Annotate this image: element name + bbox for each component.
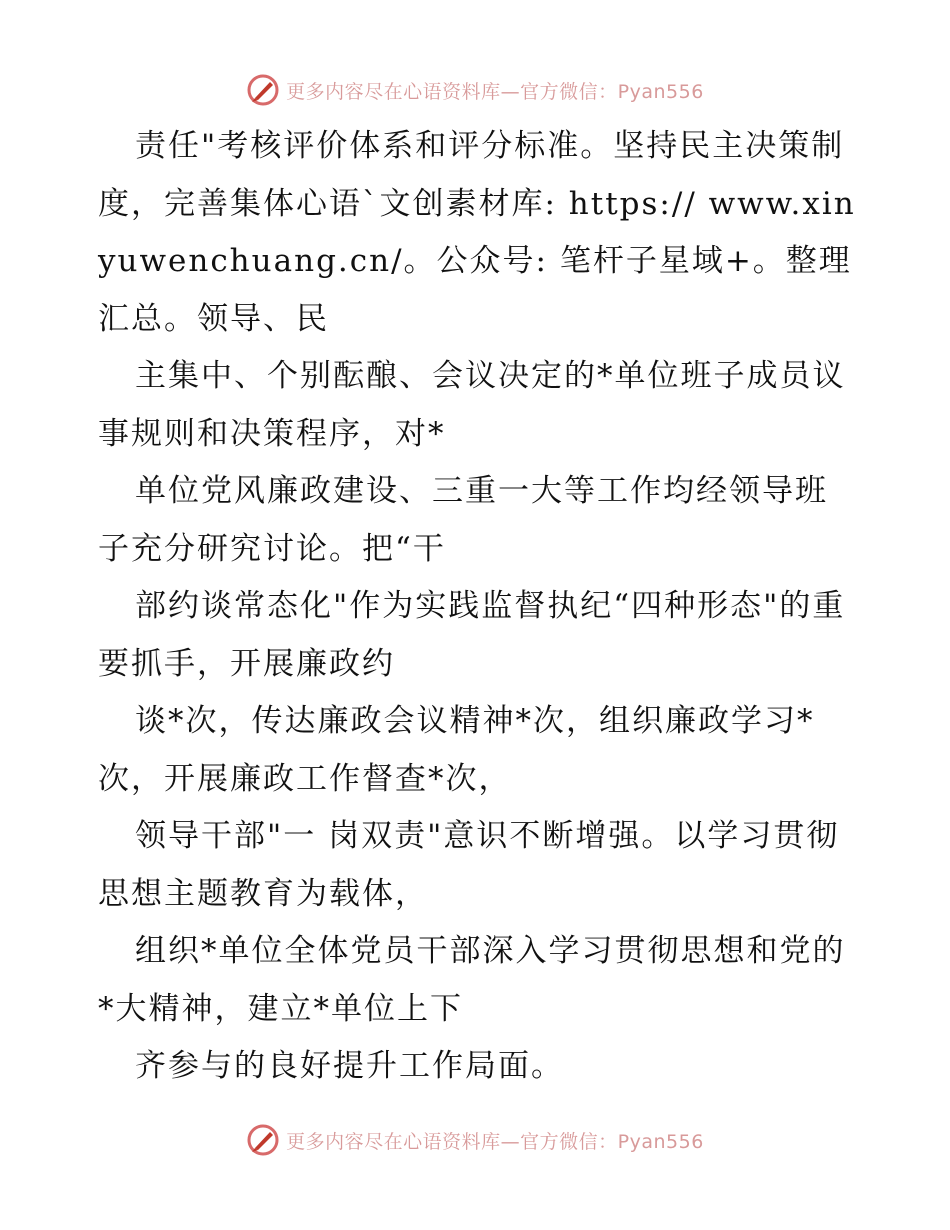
paragraph: 领导干部"一 岗双责"意识不断增强。以学习贯彻思想主题教育为载体，	[98, 818, 840, 912]
header-watermark	[0, 70, 950, 110]
paragraph: 齐参与的良好提升工作局面。	[135, 1048, 564, 1084]
document-body	[98, 118, 858, 1096]
watermark-text: 更多内容尽在心语资料库—官方微信：Pyan556	[286, 1130, 704, 1153]
paragraph: 组织*单位全体党员干部深入学习贯彻思想和党的*大精神，建立*单位上下	[98, 933, 846, 1027]
paragraph: 主集中、个别酝酿、会议决定的*单位班子成员议事规则和决策程序，对*	[98, 358, 846, 452]
paragraph: 部约谈常态化"作为实践监督执纪“四种形态"的重要抓手，开展廉政约	[98, 588, 846, 682]
quill-seal-icon	[246, 1123, 280, 1157]
quill-seal-icon	[246, 73, 280, 107]
watermark-text: 更多内容尽在心语资料库—官方微信：Pyan556	[286, 80, 704, 103]
footer-watermark	[0, 1120, 950, 1160]
paragraph: 责任"考核评价体系和评分标准。坚持民主决策制度，完善集体心语`文创素材库: https:// www.xinyuwenchuang.cn/。公众号: 笔杆子星域+。整理汇总。领导、民	[98, 128, 856, 337]
paragraph: 谈*次，传达廉政会议精神*次，组织廉政学习*次，开展廉政工作督查*次，	[98, 703, 815, 797]
paragraph: 单位党风廉政建设、三重一大等工作均经领导班子充分研究讨论。把“干	[98, 473, 828, 567]
